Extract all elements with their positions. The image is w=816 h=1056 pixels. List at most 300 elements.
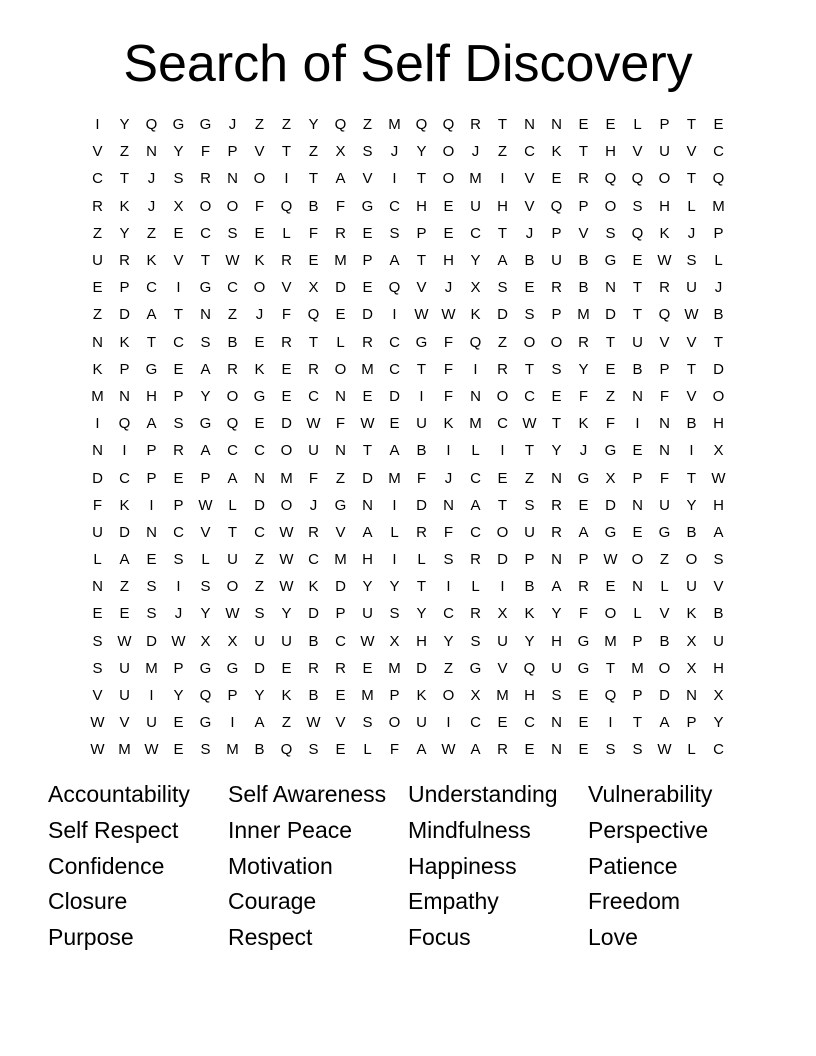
grid-letter[interactable]: I [635,415,640,433]
grid-letter[interactable]: W [90,714,105,732]
grid-letter[interactable]: U [551,252,562,270]
grid-letter[interactable]: M [91,387,104,405]
grid-letter[interactable]: C [389,333,400,351]
grid-letter[interactable]: E [281,659,292,677]
grid-letter[interactable]: Y [308,116,319,134]
grid-letter[interactable]: C [227,442,238,460]
grid-letter[interactable]: E [578,687,589,705]
grid-letter[interactable]: P [200,469,211,487]
grid-letter[interactable]: R [308,360,319,378]
grid-letter[interactable]: I [230,714,235,732]
grid-letter[interactable]: G [199,279,212,297]
grid-letter[interactable]: M [469,170,482,188]
grid-letter[interactable]: Z [119,578,130,596]
grid-letter[interactable]: O [631,551,644,569]
grid-letter[interactable]: D [308,605,319,623]
grid-letter[interactable]: S [551,360,562,378]
grid-letter[interactable]: C [470,523,481,541]
grid-letter[interactable]: N [605,279,616,297]
grid-letter[interactable]: E [119,605,130,623]
grid-letter[interactable]: A [470,496,481,514]
grid-letter[interactable]: T [362,442,373,460]
grid-letter[interactable]: G [415,333,428,351]
grid-letter[interactable]: E [578,714,589,732]
grid-letter[interactable]: T [578,143,589,161]
grid-letter[interactable]: F [308,224,319,242]
grid-letter[interactable]: W [171,632,186,650]
grid-letter[interactable]: T [686,469,697,487]
grid-letter[interactable]: N [551,714,562,732]
grid-letter[interactable]: T [416,360,427,378]
grid-letter[interactable]: C [713,143,724,161]
grid-letter[interactable]: P [119,279,130,297]
grid-letter[interactable]: E [281,387,292,405]
grid-letter[interactable]: S [605,224,616,242]
grid-letter[interactable]: L [390,523,399,541]
grid-letter[interactable]: H [362,551,373,569]
grid-letter[interactable]: A [713,523,724,541]
grid-letter[interactable]: R [659,279,670,297]
grid-letter[interactable]: H [416,197,427,215]
grid-letter[interactable]: B [524,578,535,596]
grid-letter[interactable]: E [551,387,562,405]
grid-letter[interactable]: L [228,496,237,514]
grid-letter[interactable]: D [659,687,670,705]
grid-letter[interactable]: V [659,333,670,351]
grid-letter[interactable]: E [362,279,373,297]
grid-letter[interactable]: K [551,143,562,161]
grid-letter[interactable]: Y [119,224,130,242]
grid-letter[interactable]: L [417,551,426,569]
grid-letter[interactable]: H [416,632,427,650]
grid-letter[interactable]: V [119,714,130,732]
grid-letter[interactable]: S [632,741,643,759]
grid-letter[interactable]: G [469,659,482,677]
grid-letter[interactable]: R [335,224,346,242]
grid-letter[interactable]: F [578,605,589,623]
grid-letter[interactable]: D [335,578,346,596]
grid-letter[interactable]: M [334,551,347,569]
grid-letter[interactable]: G [199,116,212,134]
grid-letter[interactable]: F [200,143,211,161]
grid-letter[interactable]: Z [227,306,238,324]
grid-letter[interactable]: M [496,687,509,705]
grid-letter[interactable]: V [92,687,103,705]
grid-letter[interactable]: S [632,197,643,215]
grid-letter[interactable]: C [497,415,508,433]
grid-letter[interactable]: C [713,741,724,759]
grid-letter[interactable]: E [605,116,616,134]
grid-letter[interactable]: Y [254,687,265,705]
grid-letter[interactable]: I [608,714,613,732]
grid-letter[interactable]: Z [254,578,265,596]
grid-letter[interactable]: Q [469,333,482,351]
grid-letter[interactable]: S [92,632,103,650]
grid-letter[interactable]: N [92,442,103,460]
grid-letter[interactable]: Z [524,469,535,487]
grid-letter[interactable]: Q [712,170,725,188]
grid-letter[interactable]: T [119,170,130,188]
grid-letter[interactable]: Z [443,659,454,677]
grid-letter[interactable]: J [579,442,588,460]
grid-letter[interactable]: S [308,741,319,759]
grid-letter[interactable]: M [388,659,401,677]
grid-letter[interactable]: O [496,387,509,405]
grid-letter[interactable]: I [176,279,181,297]
grid-letter[interactable]: C [524,714,535,732]
grid-letter[interactable]: A [146,415,157,433]
grid-letter[interactable]: F [308,469,319,487]
grid-letter[interactable]: I [473,360,478,378]
grid-letter[interactable]: U [470,197,481,215]
grid-letter[interactable]: J [309,496,318,514]
grid-letter[interactable]: G [199,714,212,732]
grid-letter[interactable]: I [446,714,451,732]
grid-letter[interactable]: K [281,687,292,705]
grid-letter[interactable]: P [632,687,643,705]
grid-letter[interactable]: M [388,116,401,134]
grid-letter[interactable]: D [416,659,427,677]
grid-letter[interactable]: Y [200,387,211,405]
grid-letter[interactable]: K [119,333,130,351]
grid-letter[interactable]: E [713,116,724,134]
grid-letter[interactable]: C [146,279,157,297]
grid-letter[interactable]: G [253,387,266,405]
grid-letter[interactable]: O [604,197,617,215]
grid-letter[interactable]: P [227,143,238,161]
grid-letter[interactable]: R [308,523,319,541]
grid-letter[interactable]: A [119,551,130,569]
grid-letter[interactable]: W [441,741,456,759]
grid-letter[interactable]: F [443,387,454,405]
grid-letter[interactable]: H [659,197,670,215]
grid-letter[interactable]: K [578,415,589,433]
grid-letter[interactable]: E [335,306,346,324]
grid-letter[interactable]: I [392,551,397,569]
grid-letter[interactable]: Z [92,224,103,242]
grid-letter[interactable]: U [119,687,130,705]
grid-letter[interactable]: E [524,279,535,297]
grid-letter[interactable]: D [713,360,724,378]
grid-letter[interactable]: G [334,496,347,514]
grid-letter[interactable]: B [632,360,643,378]
grid-letter[interactable]: R [497,741,508,759]
grid-letter[interactable]: P [119,360,130,378]
grid-letter[interactable]: P [713,224,724,242]
grid-letter[interactable]: D [254,659,265,677]
grid-letter[interactable]: T [551,415,562,433]
grid-letter[interactable]: S [551,687,562,705]
grid-letter[interactable]: Y [173,687,184,705]
grid-letter[interactable]: M [226,741,239,759]
grid-letter[interactable]: F [443,333,454,351]
grid-letter[interactable]: F [605,415,616,433]
grid-letter[interactable]: R [92,197,103,215]
grid-letter[interactable]: Z [254,116,265,134]
grid-letter[interactable]: E [578,741,589,759]
grid-letter[interactable]: Y [470,252,481,270]
grid-letter[interactable]: R [551,496,562,514]
grid-letter[interactable]: X [497,605,508,623]
grid-letter[interactable]: H [443,252,454,270]
grid-letter[interactable]: Q [118,415,131,433]
grid-letter[interactable]: P [659,116,670,134]
grid-letter[interactable]: T [227,523,238,541]
grid-letter[interactable]: P [551,306,562,324]
grid-letter[interactable]: X [686,659,697,677]
grid-letter[interactable]: F [659,387,670,405]
grid-letter[interactable]: P [686,714,697,732]
grid-letter[interactable]: E [605,360,616,378]
grid-letter[interactable]: T [497,116,508,134]
grid-letter[interactable]: N [551,116,562,134]
grid-letter[interactable]: C [524,387,535,405]
grid-letter[interactable]: E [605,578,616,596]
grid-letter[interactable]: P [632,632,643,650]
grid-letter[interactable]: X [470,687,481,705]
grid-letter[interactable]: F [443,360,454,378]
grid-letter[interactable]: C [470,714,481,732]
grid-letter[interactable]: D [119,523,130,541]
grid-letter[interactable]: C [470,224,481,242]
grid-letter[interactable]: R [362,333,373,351]
grid-letter[interactable]: L [633,116,642,134]
grid-letter[interactable]: S [200,578,211,596]
grid-letter[interactable]: U [92,252,103,270]
grid-letter[interactable]: V [416,279,427,297]
grid-letter[interactable]: O [604,605,617,623]
grid-letter[interactable]: I [446,578,451,596]
grid-letter[interactable]: K [686,605,697,623]
grid-letter[interactable]: P [227,687,238,705]
grid-letter[interactable]: J [255,306,264,324]
grid-letter[interactable]: Q [658,306,671,324]
grid-letter[interactable]: J [471,143,480,161]
grid-letter[interactable]: G [145,360,158,378]
grid-letter[interactable]: W [90,741,105,759]
grid-letter[interactable]: M [145,659,158,677]
grid-letter[interactable]: I [176,578,181,596]
grid-letter[interactable]: A [200,442,211,460]
grid-letter[interactable]: I [284,170,289,188]
grid-letter[interactable]: I [419,387,424,405]
grid-letter[interactable]: T [686,360,697,378]
grid-letter[interactable]: P [335,605,346,623]
grid-letter[interactable]: W [225,252,240,270]
grid-letter[interactable]: Q [226,415,239,433]
grid-letter[interactable]: Q [442,116,455,134]
grid-letter[interactable]: W [225,605,240,623]
grid-letter[interactable]: R [119,252,130,270]
grid-letter[interactable]: E [92,279,103,297]
grid-letter[interactable]: E [551,170,562,188]
grid-letter[interactable]: M [388,469,401,487]
grid-letter[interactable]: W [306,415,321,433]
grid-letter[interactable]: C [470,469,481,487]
grid-letter[interactable]: V [713,578,724,596]
grid-letter[interactable]: R [416,523,427,541]
grid-letter[interactable]: I [122,442,127,460]
grid-letter[interactable]: T [173,306,184,324]
grid-letter[interactable]: I [446,442,451,460]
grid-letter[interactable]: N [659,442,670,460]
grid-letter[interactable]: O [334,360,347,378]
grid-letter[interactable]: E [578,496,589,514]
grid-letter[interactable]: X [227,632,238,650]
grid-letter[interactable]: B [308,197,319,215]
grid-letter[interactable]: T [281,143,292,161]
grid-letter[interactable]: T [308,170,319,188]
grid-letter[interactable]: O [658,659,671,677]
grid-letter[interactable]: B [578,279,589,297]
grid-letter[interactable]: T [497,224,508,242]
grid-letter[interactable]: U [146,714,157,732]
grid-letter[interactable]: R [578,170,589,188]
grid-letter[interactable]: B [416,442,427,460]
grid-letter[interactable]: E [632,523,643,541]
grid-letter[interactable]: E [362,659,373,677]
grid-letter[interactable]: P [173,387,184,405]
grid-letter[interactable]: O [442,170,455,188]
grid-letter[interactable]: V [524,170,535,188]
grid-letter[interactable]: G [577,469,590,487]
grid-letter[interactable]: A [146,306,157,324]
grid-letter[interactable]: N [92,333,103,351]
grid-letter[interactable]: T [497,496,508,514]
grid-letter[interactable]: C [227,279,238,297]
grid-letter[interactable]: F [254,197,265,215]
grid-letter[interactable]: C [254,523,265,541]
grid-letter[interactable]: Q [388,279,401,297]
grid-letter[interactable]: F [578,387,589,405]
grid-letter[interactable]: R [497,360,508,378]
grid-letter[interactable]: O [550,333,563,351]
grid-letter[interactable]: L [363,741,372,759]
grid-letter[interactable]: E [335,741,346,759]
grid-letter[interactable]: W [684,306,699,324]
grid-letter[interactable]: D [389,387,400,405]
grid-letter[interactable]: Q [307,306,320,324]
grid-letter[interactable]: Z [362,116,373,134]
grid-letter[interactable]: A [335,170,346,188]
grid-letter[interactable]: T [416,170,427,188]
grid-letter[interactable]: P [659,360,670,378]
grid-letter[interactable]: Z [281,714,292,732]
grid-letter[interactable]: N [92,578,103,596]
grid-letter[interactable]: S [524,306,535,324]
grid-letter[interactable]: X [470,279,481,297]
grid-letter[interactable]: M [712,197,725,215]
grid-letter[interactable]: I [95,415,100,433]
grid-letter[interactable]: N [119,387,130,405]
grid-letter[interactable]: V [632,143,643,161]
grid-letter[interactable]: S [200,333,211,351]
grid-letter[interactable]: E [281,360,292,378]
grid-letter[interactable]: A [470,741,481,759]
grid-letter[interactable]: Q [280,741,293,759]
grid-letter[interactable]: E [362,224,373,242]
grid-letter[interactable]: B [713,605,724,623]
grid-letter[interactable]: N [146,143,157,161]
grid-letter[interactable]: R [470,605,481,623]
grid-letter[interactable]: P [146,469,157,487]
grid-letter[interactable]: P [173,496,184,514]
grid-letter[interactable]: L [471,578,480,596]
grid-letter[interactable]: B [308,632,319,650]
grid-letter[interactable]: R [227,360,238,378]
grid-letter[interactable]: N [335,442,346,460]
grid-letter[interactable]: H [713,496,724,514]
grid-letter[interactable]: V [686,387,697,405]
grid-letter[interactable]: M [631,659,644,677]
grid-letter[interactable]: H [497,197,508,215]
grid-letter[interactable]: D [416,496,427,514]
grid-letter[interactable]: S [497,279,508,297]
grid-letter[interactable]: H [551,632,562,650]
grid-letter[interactable]: Y [200,605,211,623]
grid-letter[interactable]: Z [119,143,130,161]
grid-letter[interactable]: T [605,333,616,351]
grid-letter[interactable]: C [308,387,319,405]
grid-letter[interactable]: B [524,252,535,270]
grid-letter[interactable]: W [414,306,429,324]
grid-letter[interactable]: H [713,415,724,433]
grid-letter[interactable]: T [416,578,427,596]
grid-letter[interactable]: D [362,469,373,487]
grid-letter[interactable]: T [632,714,643,732]
grid-letter[interactable]: U [551,659,562,677]
grid-letter[interactable]: U [416,714,427,732]
grid-letter[interactable]: U [686,279,697,297]
grid-letter[interactable]: C [173,333,184,351]
grid-letter[interactable]: O [496,523,509,541]
grid-letter[interactable]: I [500,578,505,596]
grid-letter[interactable]: R [281,333,292,351]
grid-letter[interactable]: Y [713,714,724,732]
grid-letter[interactable]: L [687,741,696,759]
grid-letter[interactable]: K [308,578,319,596]
grid-letter[interactable]: S [605,741,616,759]
grid-letter[interactable]: Y [119,116,130,134]
grid-letter[interactable]: W [657,741,672,759]
grid-letter[interactable]: C [119,469,130,487]
grid-letter[interactable]: Y [362,578,373,596]
grid-letter[interactable]: N [362,496,373,514]
grid-letter[interactable]: V [200,523,211,541]
grid-letter[interactable]: Z [659,551,670,569]
grid-letter[interactable]: E [173,224,184,242]
grid-letter[interactable]: K [119,197,130,215]
grid-letter[interactable]: P [578,551,589,569]
grid-letter[interactable]: S [173,551,184,569]
grid-letter[interactable]: B [308,687,319,705]
grid-letter[interactable]: X [389,632,400,650]
grid-letter[interactable]: A [227,469,238,487]
grid-letter[interactable]: F [443,523,454,541]
grid-letter[interactable]: V [578,224,589,242]
grid-letter[interactable]: M [469,415,482,433]
grid-letter[interactable]: A [551,578,562,596]
grid-letter[interactable]: N [551,551,562,569]
grid-letter[interactable]: E [443,197,454,215]
grid-letter[interactable]: U [362,605,373,623]
grid-letter[interactable]: H [605,143,616,161]
grid-letter[interactable]: A [497,252,508,270]
grid-letter[interactable]: X [173,197,184,215]
grid-letter[interactable]: A [578,523,589,541]
grid-letter[interactable]: O [253,170,266,188]
grid-letter[interactable]: U [632,333,643,351]
